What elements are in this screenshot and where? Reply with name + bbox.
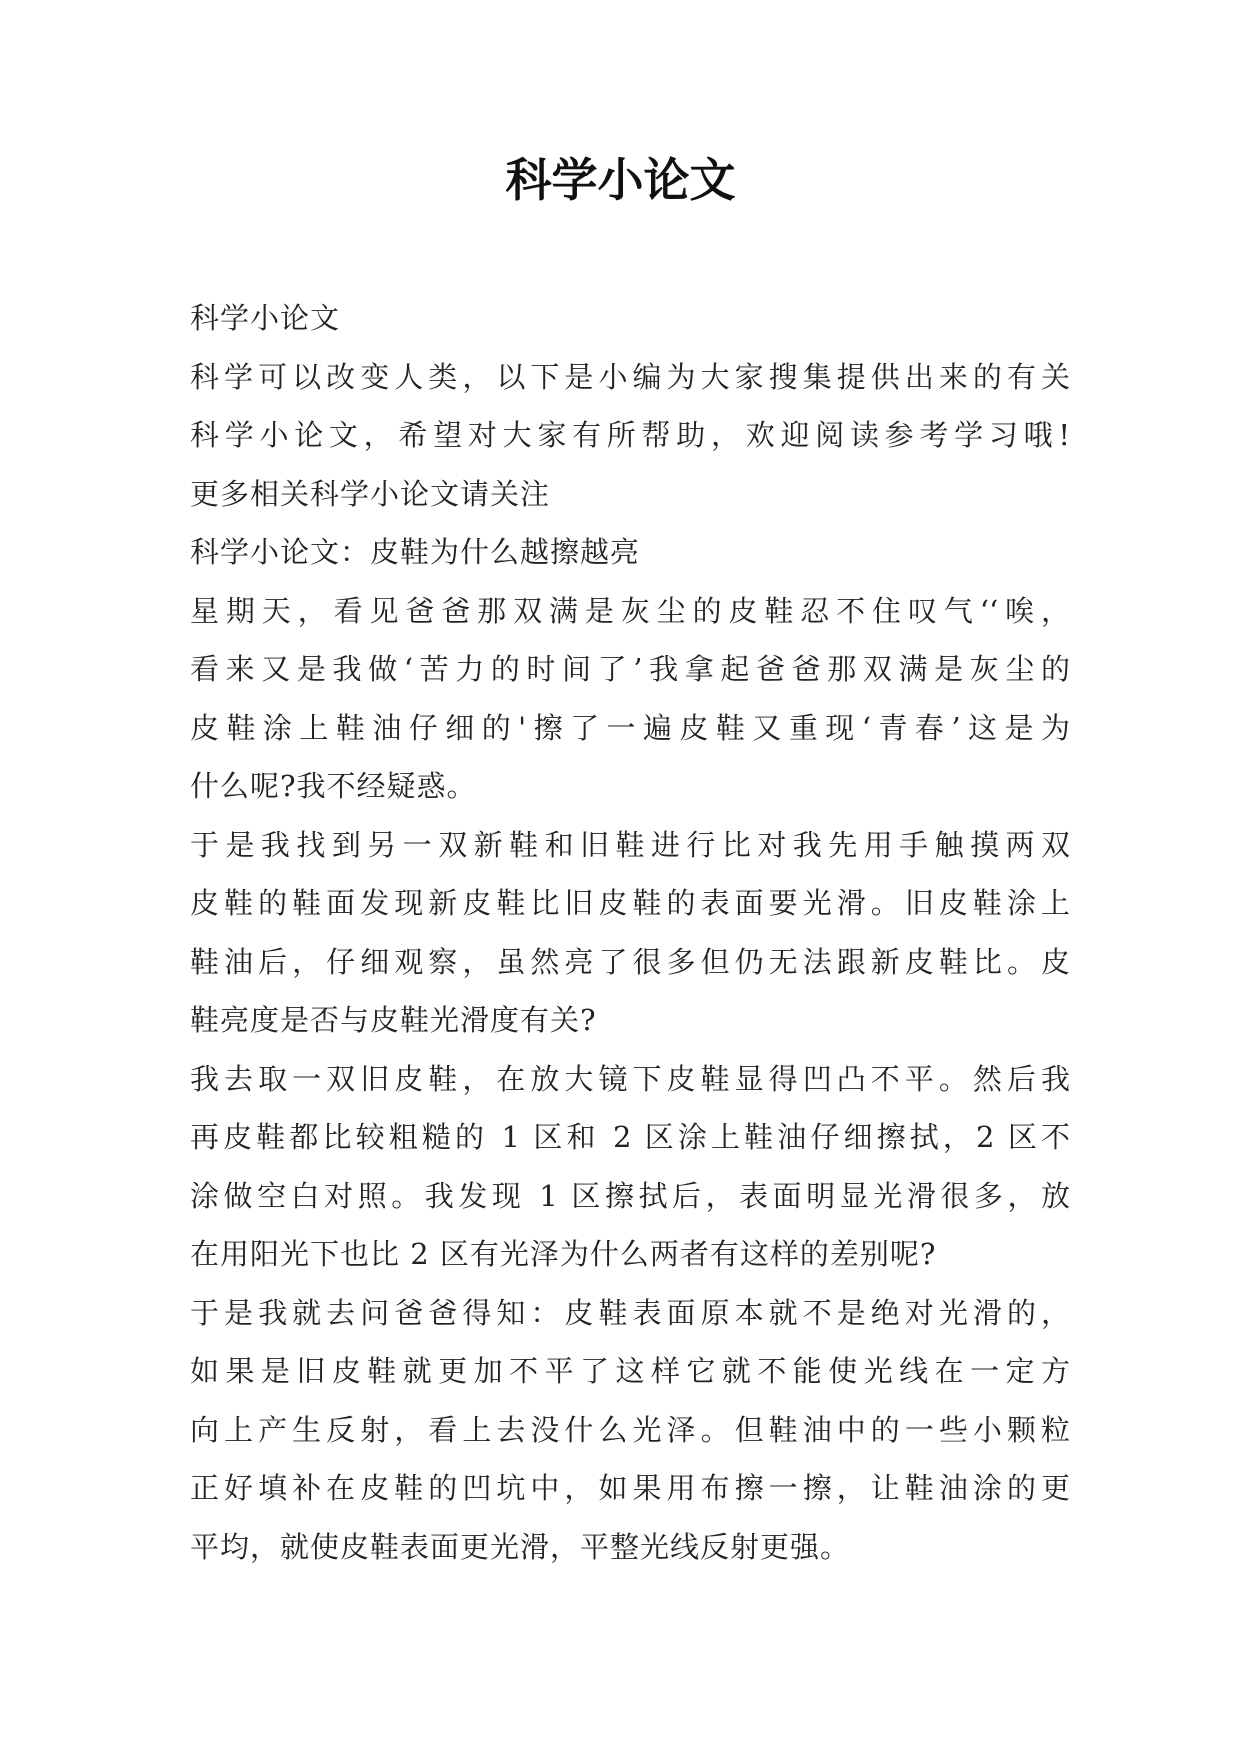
section-heading: 科学小论文：皮鞋为什么越擦越亮	[190, 535, 641, 569]
text-line: 正好填补在皮鞋的凹坑中，如果用布擦一擦，让鞋油涂的更	[190, 1471, 1070, 1505]
text-line: 鞋亮度是否与皮鞋光滑度有关?	[190, 1003, 597, 1037]
paragraph-heading: 科学小论文	[190, 301, 341, 335]
text-line: 鞋油后，仔细观察，虽然亮了很多但仍无法跟新皮鞋比。皮	[190, 944, 1070, 979]
text-line: 如果是旧皮鞋就更加不平了这样它就不能使光线在一定方	[190, 1354, 1070, 1388]
text-line: 星期天，看见爸爸那双满是灰尘的皮鞋忍不住叹气‘‘唉，	[190, 593, 1070, 628]
text-line: 于是我找到另一双新鞋和旧鞋进行比对我先用手触摸两双	[190, 827, 1070, 862]
text-line: 在用阳光下也比 2 区有光泽为什么两者有这样的差别呢?	[190, 1237, 937, 1271]
text-line: 皮鞋的鞋面发现新皮鞋比旧皮鞋的表面要光滑。旧皮鞋涂上	[190, 886, 1070, 920]
text-line: 我去取一双旧皮鞋，在放大镜下皮鞋显得凹凸不平。然后我	[190, 1061, 1070, 1096]
text-line: 看来又是我做‘苦力的时间了’我拿起爸爸那双满是灰尘的	[190, 652, 1070, 686]
document-title: 科学小论文	[505, 153, 736, 207]
text-line: 科学小论文，希望对大家有所帮助，欢迎阅读参考学习哦!	[190, 418, 1070, 452]
text-line: 涂做空白对照。我发现 1 区擦拭后，表面明显光滑很多，放	[190, 1178, 1070, 1213]
text-line: 更多相关科学小论文请关注	[190, 476, 551, 511]
text-line: 再皮鞋都比较粗糙的 1 区和 2 区涂上鞋油仔细擦拭，2 区不	[190, 1120, 1070, 1154]
text-line: 皮鞋涂上鞋油仔细的'擦了一遍皮鞋又重现‘青春’这是为	[190, 710, 1070, 745]
text-line: 于是我就去问爸爸得知：皮鞋表面原本就不是绝对光滑的，	[190, 1295, 1070, 1330]
text-line: 平均，就使皮鞋表面更光滑，平整光线反射更强。	[190, 1529, 851, 1564]
text-line: 向上产生反射，看上去没什么光泽。但鞋油中的一些小颗粒	[190, 1412, 1070, 1447]
text-line: 什么呢?我不经疑惑。	[190, 769, 477, 803]
text-line: 科学可以改变人类，以下是小编为大家搜集提供出来的有关	[190, 359, 1070, 394]
document-body	[190, 289, 1070, 1576]
